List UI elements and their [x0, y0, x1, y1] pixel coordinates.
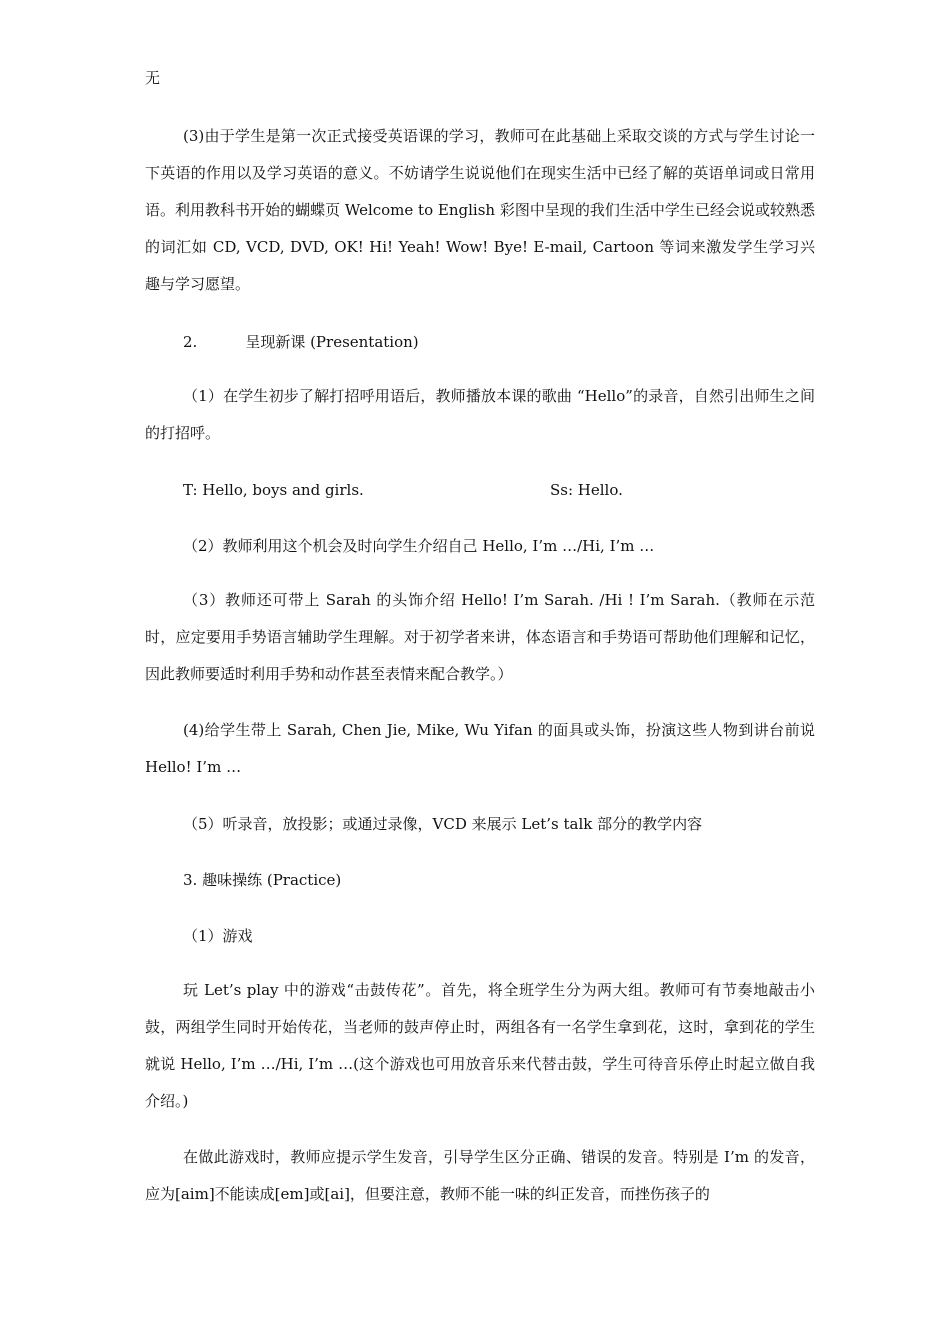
section-title: 呈现新课 (Presentation)	[245, 333, 419, 351]
paragraph-game: 玩 Let’s play 中的游戏“击鼓传花”。首先，将全班学生分为两大组。教师可有节奏地敲击小鼓，两组学生同时开始传花，当老师的鼓声停止时，两组各有一名学生拿到花，这时，拿到花的学生就说 Hello, I’m …/Hi, I’m …(这个游戏也可用放音乐来代替击鼓，学生可待音乐停止时起立做自我介绍。)	[145, 981, 815, 1110]
section-number: 2.	[183, 333, 198, 351]
section-heading-practice: 3. 趣味操练 (Practice)	[183, 871, 342, 889]
paragraph-presentation-3: （3）教师还可带上 Sarah 的头饰介绍 Hello! I’m Sarah. /Hi ! I’m Sarah.（教师在示范时，应定要用手势语言辅助学生理解。对于初学者来讲，体态语言和手势语可帮助他们理解和记忆，因此教师要适时利用手势和动作甚至表情来配合教学。）	[145, 591, 815, 683]
paragraph-pronunciation: 在做此游戏时，教师应提示学生发音，引导学生区分正确、错误的发音。特别是 I’m 的发音，应为[aim]不能读成[em]或[ai]，但要注意，教师不能一味的纠正发音，而挫伤孩子的	[145, 1148, 815, 1203]
dialog-students: Ss: Hello.	[550, 481, 623, 499]
section-heading-presentation	[183, 332, 419, 352]
paragraph-presentation-2: （2）教师利用这个机会及时向学生介绍自己 Hello, I’m …/Hi, I’m …	[183, 537, 655, 555]
paragraph-presentation-5: （5）听录音，放投影；或通过录像，VCD 来展示 Let’s talk 部分的教学内容	[183, 815, 703, 833]
paragraph-presentation-1: （1）在学生初步了解打招呼用语后，教师播放本课的歌曲 “Hello”的录音，自然引出师生之间的打招呼。	[145, 387, 815, 442]
leading-text: 无	[145, 69, 161, 87]
paragraph-3-intro: (3)由于学生是第一次正式接受英语课的学习，教师可在此基础上采取交谈的方式与学生讨论一下英语的作用以及学习英语的意义。不妨请学生说说他们在现实生活中已经了解的英语单词或日常用语。利用教科书开始的蝴蝶页 Welcome to English 彩图中呈现的我们生活中学生已经会说或较熟悉的词汇如 CD, VCD, DVD, OK! Hi! Yeah! Wow! Bye! E-mail, Cartoon 等词来激发学生学习兴趣与学习愿望。	[145, 127, 815, 293]
dialog-teacher: T: Hello, boys and girls.	[183, 481, 364, 499]
game-heading: （1）游戏	[183, 927, 253, 945]
paragraph-presentation-4: (4)给学生带上 Sarah, Chen Jie, Mike, Wu Yifan 的面具或头饰，扮演这些人物到讲台前说 Hello! I’m …	[145, 721, 815, 776]
